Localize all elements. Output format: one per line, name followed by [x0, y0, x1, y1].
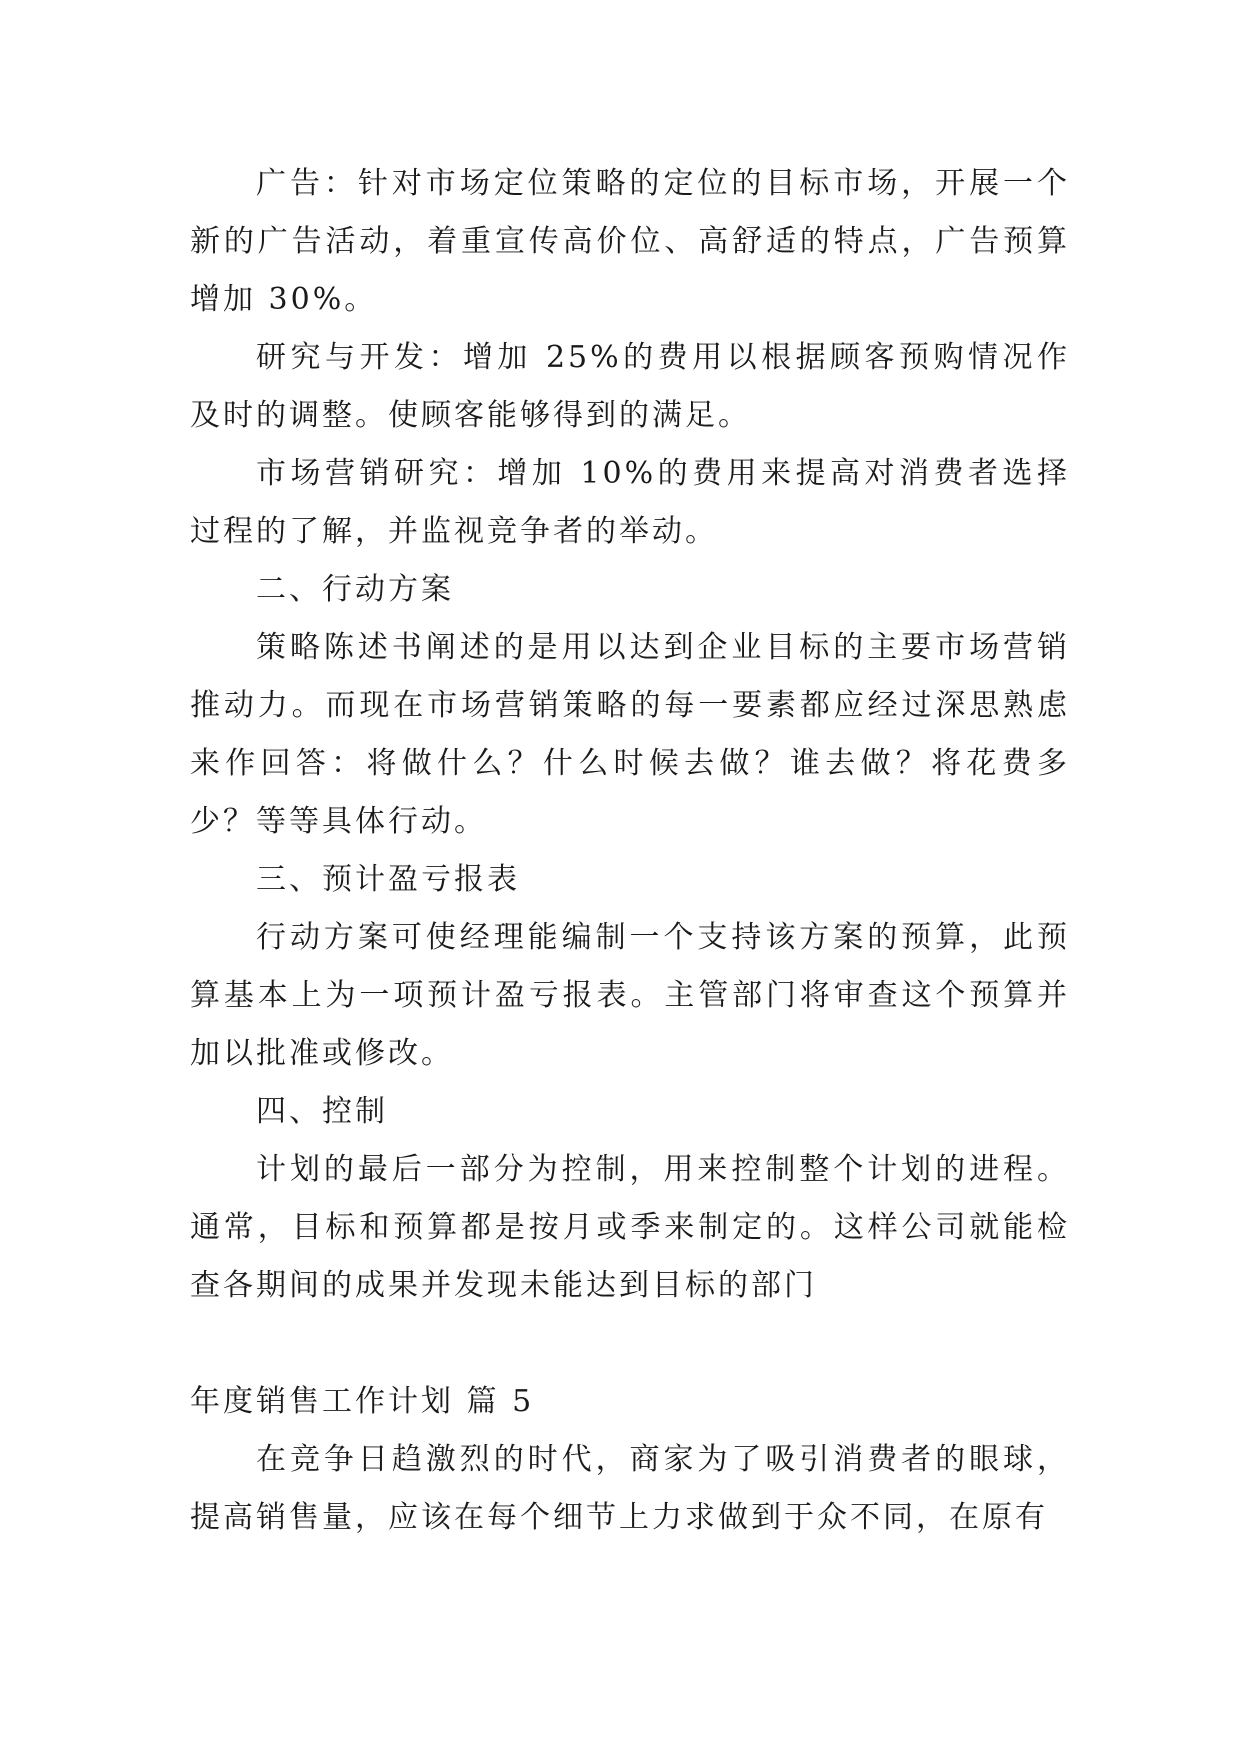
- paragraph-action-plan: 策略陈述书阐述的是用以达到企业目标的主要市场营销推动力。而现在市场营销策略的每一要素都应经过深思熟虑来作回答：将做什么？什么时候去做？谁去做？将花费多少？等等具体行动。: [190, 630, 1070, 839]
- section-gap: [190, 1315, 1070, 1373]
- paragraph-section5: 在竞争日趋激烈的时代，商家为了吸引消费者的眼球，提高销售量，应该在每个细节上力求做到于众不同，在原有: [190, 1442, 1070, 1535]
- paragraph-control: 计划的最后一部分为控制，用来控制整个计划的进程。通常，目标和预算都是按月或季来制定的。这样公司就能检查各期间的成果并发现未能达到目标的部门: [190, 1152, 1070, 1303]
- paragraph-profit-loss: 行动方案可使经理能编制一个支持该方案的预算，此预算基本上为一项预计盈亏报表。主管部门将审查这个预算并加以批准或修改。: [190, 920, 1070, 1071]
- section-title-plan-5: 年度销售工作计划 篇 5: [190, 1384, 535, 1419]
- paragraph-advertising: 广告：针对市场定位策略的定位的目标市场，开展一个新的广告活动，着重宣传高价位、高舒适的特点，广告预算增加 30%。: [190, 166, 1070, 317]
- heading-action-plan: 二、行动方案: [256, 572, 454, 607]
- heading-control: 四、控制: [256, 1094, 388, 1129]
- paragraph-rnd: 研究与开发：增加 25%的费用以根据顾客预购情况作及时的调整。使顾客能够得到的满足。: [190, 340, 1070, 433]
- paragraph-market-research: 市场营销研究：增加 10%的费用来提高对消费者选择过程的了解，并监视竞争者的举动。: [190, 456, 1070, 549]
- document-body: [190, 155, 1070, 1547]
- heading-profit-loss: 三、预计盈亏报表: [256, 862, 520, 897]
